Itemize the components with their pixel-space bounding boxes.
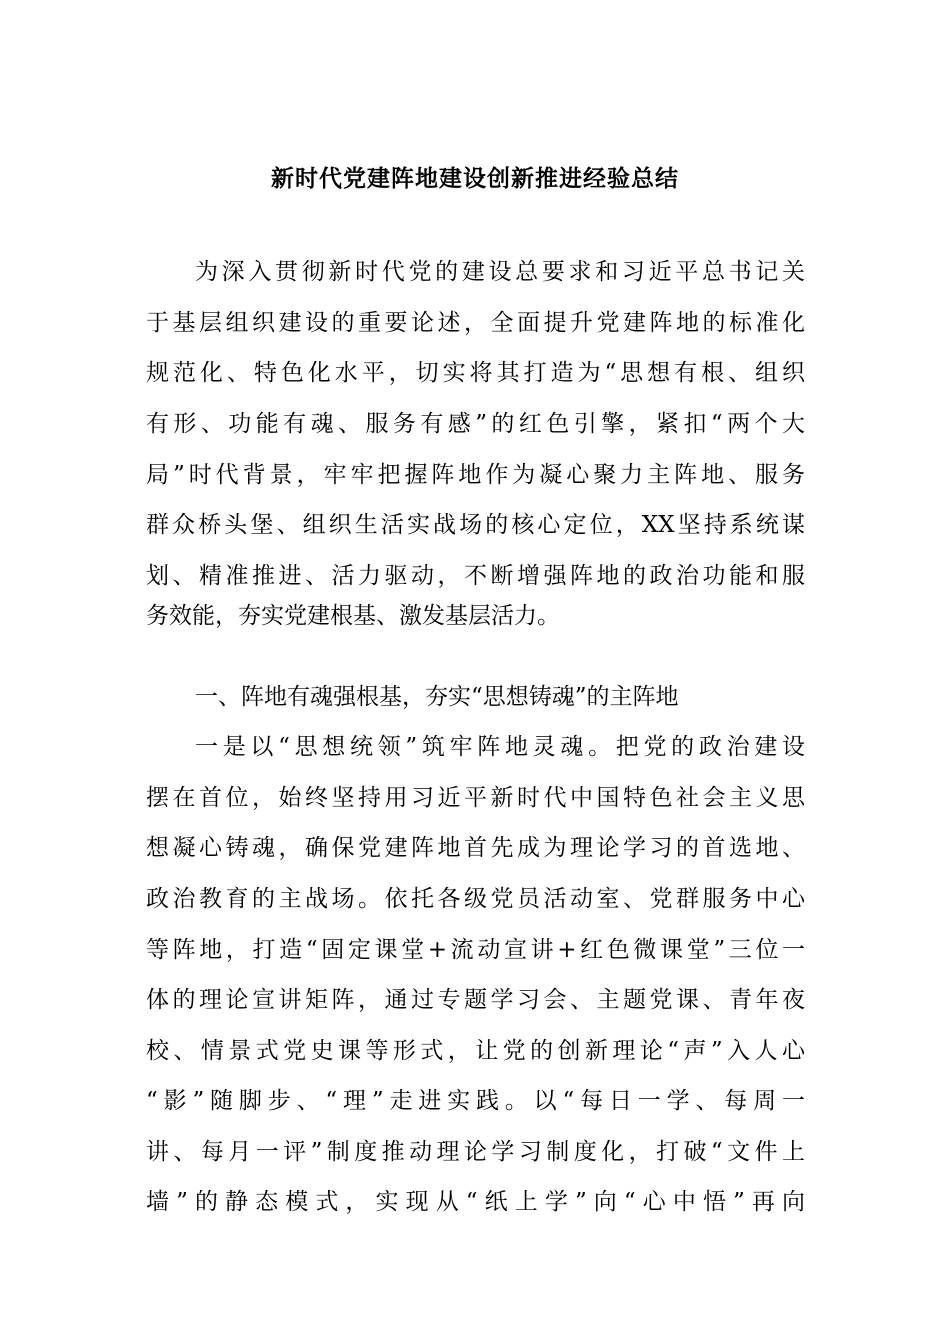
paragraph-line: 等阵地，打造“固定课堂+流动宣讲+红色微课堂”三位一 xyxy=(146,937,805,963)
paragraph-line: 为深入贯彻新时代党的建设总要求和习近平总书记关 xyxy=(195,259,805,285)
paragraph-line: 有形、功能有魂、服务有感”的红色引擎，紧扣“两个大 xyxy=(146,411,805,437)
paragraph-line: 体的理论宣讲矩阵，通过专题学习会、主题党课、青年夜 xyxy=(146,987,805,1013)
paragraph-line: 群众桥头堡、组织生活实战场的核心定位，XX坚持系统谋 xyxy=(146,512,805,538)
paragraph-line: 政治教育的主战场。依托各级党员活动室、党群服务中心 xyxy=(146,886,805,912)
paragraph-line: 务效能，夯实党建根基、激发基层活力。 xyxy=(146,603,560,629)
paragraph-line: 摆在首位，始终坚持用习近平新时代中国特色社会主义思 xyxy=(146,785,805,811)
paragraph-line: 规范化、特色化水平，切实将其打造为“思想有根、组织 xyxy=(146,360,805,386)
section-heading: 一、阵地有魂强根基，夯实“思想铸魂”的主阵地 xyxy=(195,684,679,710)
paragraph-line: 划、精准推进、活力驱动，不断增强阵地的政治功能和服 xyxy=(146,563,805,589)
document-title: 新时代党建阵地建设创新推进经验总结 xyxy=(271,165,679,192)
paragraph-line: “影”随脚步、“理”走进实践。以“每日一学、每周一 xyxy=(146,1088,805,1114)
paragraph-line: 于基层组织建设的重要论述，全面提升党建阵地的标准化 xyxy=(146,310,805,336)
paragraph-line: 想凝心铸魂，确保党建阵地首先成为理论学习的首选地、 xyxy=(146,835,805,861)
paragraph-line: 校、情景式党史课等形式，让党的创新理论“声”入人心 xyxy=(146,1038,805,1064)
paragraph-line: 墙”的静态模式，实现从“纸上学”向“心中悟”再向 xyxy=(146,1189,805,1215)
paragraph-line: 局”时代背景，牢牢把握阵地作为凝心聚力主阵地、服务 xyxy=(146,462,805,488)
paragraph-line: 讲、每月一评”制度推动理论学习制度化，打破“文件上 xyxy=(146,1139,805,1165)
paragraph-line: 一是以“思想统领”筑牢阵地灵魂。把党的政治建设 xyxy=(195,734,805,760)
